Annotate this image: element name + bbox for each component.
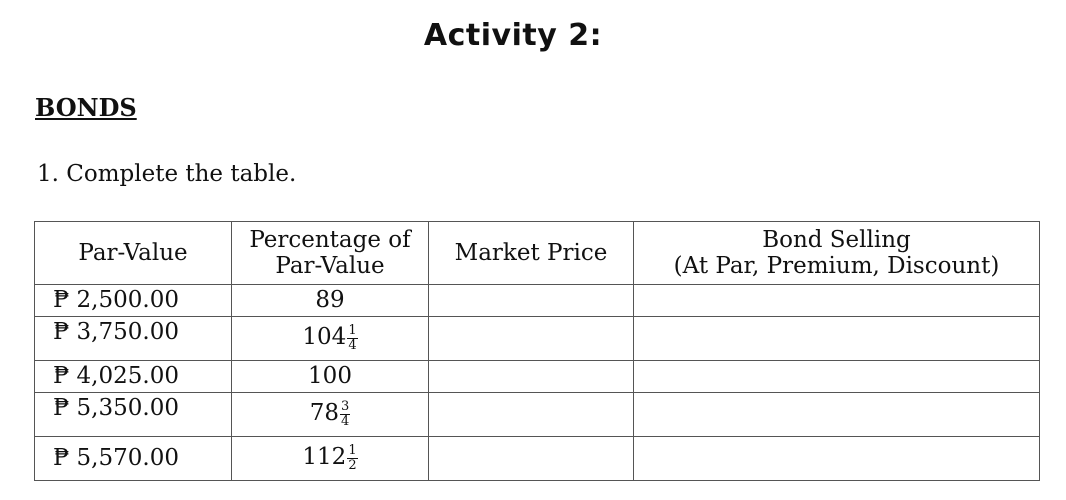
percentage-cell bbox=[232, 317, 429, 361]
header-bond-selling-line1: Bond Selling bbox=[762, 226, 911, 253]
fraction-denominator: 4 bbox=[341, 414, 350, 429]
header-percentage-line2: Par-Value bbox=[275, 253, 385, 279]
par-value-cell: ₱ 3,750.00 bbox=[35, 317, 232, 361]
header-row bbox=[35, 222, 1040, 285]
percentage-cell bbox=[232, 285, 429, 317]
percentage-fraction bbox=[347, 324, 357, 352]
par-value-cell: ₱ 5,350.00 bbox=[35, 393, 232, 437]
table-row bbox=[35, 361, 1040, 393]
percentage-fraction bbox=[340, 400, 350, 428]
header-market-price-label: Market Price bbox=[454, 239, 608, 266]
fraction-denominator: 4 bbox=[348, 338, 357, 353]
percentage-cell bbox=[232, 361, 429, 393]
percentage-fraction bbox=[347, 444, 357, 472]
bond-selling-cell[interactable] bbox=[634, 285, 1040, 317]
percentage-cell bbox=[232, 437, 429, 481]
table-row bbox=[35, 285, 1040, 317]
bond-selling-cell[interactable] bbox=[634, 317, 1040, 361]
table-row bbox=[35, 317, 1040, 361]
market-price-cell[interactable] bbox=[429, 285, 634, 317]
percentage-whole: 89 bbox=[315, 287, 345, 314]
fraction-denominator: 2 bbox=[348, 458, 357, 473]
table-row bbox=[35, 393, 1040, 437]
market-price-cell[interactable] bbox=[429, 317, 634, 361]
header-par-value-label: Par-Value bbox=[78, 239, 188, 266]
percentage-whole: 112 bbox=[302, 444, 347, 471]
percentage-whole: 100 bbox=[308, 363, 352, 390]
header-par-value bbox=[35, 222, 232, 285]
par-value-cell: ₱ 2,500.00 bbox=[35, 285, 232, 317]
fraction-numerator: 1 bbox=[348, 323, 357, 339]
percentage-cell bbox=[232, 393, 429, 437]
activity-title: Activity 2: bbox=[423, 18, 603, 53]
bond-selling-cell[interactable] bbox=[634, 393, 1040, 437]
header-bond-selling-line2: (At Par, Premium, Discount) bbox=[673, 253, 1000, 279]
header-percentage-line1: Percentage of bbox=[249, 226, 411, 253]
instruction-text: 1. Complete the table. bbox=[37, 161, 297, 187]
bond-selling-cell[interactable] bbox=[634, 437, 1040, 481]
header-percentage bbox=[232, 222, 429, 285]
header-market-price bbox=[429, 222, 634, 285]
par-value-cell: ₱ 5,570.00 bbox=[35, 437, 232, 481]
section-heading: BONDS bbox=[35, 93, 137, 122]
market-price-cell[interactable] bbox=[429, 361, 634, 393]
fraction-numerator: 1 bbox=[348, 443, 357, 459]
header-bond-selling bbox=[634, 222, 1040, 285]
par-value-cell: ₱ 4,025.00 bbox=[35, 361, 232, 393]
percentage-whole: 104 bbox=[302, 324, 347, 351]
percentage-whole: 78 bbox=[309, 400, 339, 427]
market-price-cell[interactable] bbox=[429, 393, 634, 437]
bonds-table bbox=[34, 221, 1040, 481]
bond-selling-cell[interactable] bbox=[634, 361, 1040, 393]
fraction-numerator: 3 bbox=[341, 399, 350, 415]
table-row bbox=[35, 437, 1040, 481]
market-price-cell[interactable] bbox=[429, 437, 634, 481]
